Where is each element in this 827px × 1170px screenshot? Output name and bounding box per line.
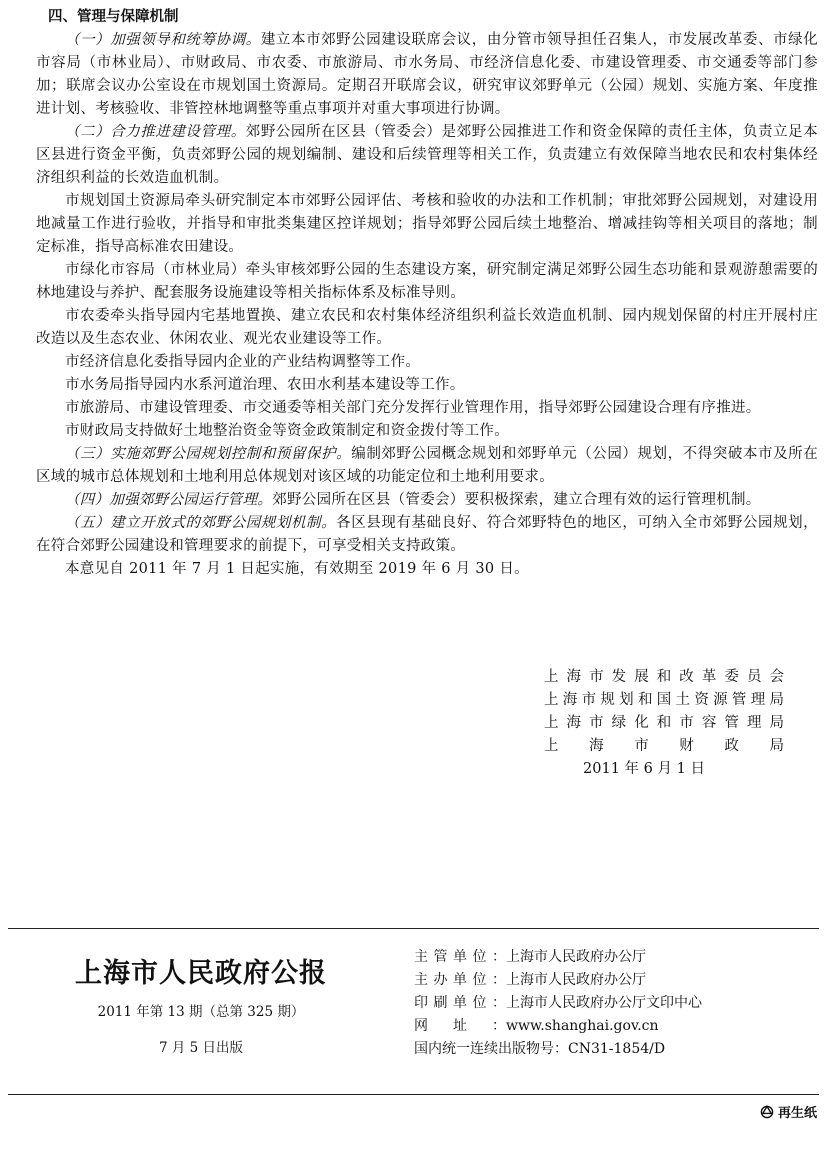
paragraph (36, 305, 818, 351)
info-value: 上海市人民政府办公厅 (506, 949, 646, 965)
signatory: 上海市发展和改革委员会 (544, 669, 784, 685)
paragraph-lead: （二）合力推进建设管理。 (65, 124, 246, 140)
signature-block (544, 666, 784, 781)
info-value: 上海市人民政府办公厅 (506, 972, 646, 988)
paragraph (36, 489, 818, 512)
paragraph-text: 各区县现有基础良好、符合郊野特色的地区，可纳入全市郊野公园规划，在符合郊野公园建设和管理要求的前提下，可享受相关支持政策。 (36, 515, 818, 554)
info-value: 上海市人民政府办公厅文印中心 (506, 995, 702, 1011)
recycled-paper-label: 再生纸 (777, 1106, 817, 1121)
info-label: 印刷单位： (414, 995, 506, 1011)
paragraph-text: 市经济信息化委指导园内企业的产业结构调整等工作。 (65, 354, 421, 370)
recycle-icon (760, 1105, 774, 1119)
paragraph-lead: （三）实施郊野公园规划控制和预留保护。 (65, 446, 352, 462)
masthead (36, 952, 366, 1060)
paragraph (36, 121, 818, 190)
info-row (414, 1038, 814, 1061)
signatory: 上海市规划和国土资源管理局 (544, 692, 784, 708)
paragraph-text: 市规划国土资源局牵头研究制定本市郊野公园评估、考核和验收的办法和工作机制；审批郊野公园规划，对建设用地减量工作进行验收，并指导和审批类集建区控详规划；指导郊野公园后续土地整治、增减挂钩等相关项目的落地；制定标准，指导高标准农田建设。 (36, 193, 818, 255)
sign-date: 2011 年 6 月 1 日 (583, 761, 705, 777)
paragraph-lead: （四）加强郊野公园运行管理。 (65, 492, 273, 508)
paragraph-text: 建立本市郊野公园建设联席会议，由分管市领导担任召集人，市发展改革委、市绿化市容局（市林业局）、市财政局、市农委、市旅游局、市水务局、市经济信息化委、市建设管理委、市交通委等部门参加；联席会议办公室设在市规划国土资源局。定期召开联席会议，研究审议郊野单元（公园）规划、实施方案、年度推进计划、考核验收、非管控林地调整等重点事项并对重大事项进行协调。 (36, 32, 818, 117)
paragraph (36, 512, 818, 558)
paragraph (36, 558, 818, 581)
info-label: 网址： (414, 1018, 506, 1034)
info-row (414, 946, 814, 969)
paragraph-text: 郊野公园所在区县（管委会）要积极探索，建立合理有效的运行管理机制。 (272, 492, 761, 508)
paragraph-text: 市旅游局、市建设管理委、市交通委等相关部门充分发挥行业管理作用，指导郊野公园建设合理有序推进。 (65, 400, 761, 416)
paragraph (36, 397, 818, 420)
paragraph-text: 本意见自 2011 年 7 月 1 日起实施，有效期至 2019 年 6 月 30 日。 (65, 561, 529, 577)
info-value: CN31-1854/D (568, 1041, 666, 1057)
paragraph (36, 351, 818, 374)
document-body (36, 6, 818, 581)
paragraph-text: 市财政局支持做好土地整治资金等资金政策制定和资金拨付等工作。 (65, 423, 509, 439)
info-label: 主办单位： (414, 972, 506, 988)
paragraph-text: 市绿化市容局（市林业局）牵头审核郊野公园的生态建设方案，研究制定满足郊野公园生态功能和景观游憩需要的林地建设与养护、配套服务设施建设等相关指标体系及标准导则。 (36, 262, 818, 301)
issue-number: 2011 年第 13 期（总第 325 期） (97, 1004, 305, 1020)
paragraph (36, 420, 818, 443)
section-heading: 四、管理与保障机制 (48, 9, 179, 25)
signatory: 上海市财政局 (544, 738, 784, 754)
paragraph (36, 374, 818, 397)
paragraph (36, 259, 818, 305)
paragraph-text: 市农委牵头指导园内宅基地置换、建立农民和农村集体经济组织利益长效造血机制、园内规划保留的村庄开展村庄改造以及生态农业、休闲农业、观光农业建设等工作。 (36, 308, 818, 347)
info-row (414, 1015, 814, 1038)
info-value: www.shanghai.gov.cn (506, 1018, 659, 1034)
paragraph-text: 市水务局指导园内水系河道治理、农田水利基本建设等工作。 (65, 377, 465, 393)
divider (8, 1094, 819, 1095)
paragraph-text: 郊野公园所在区县（管委会）是郊野公园推进工作和资金保障的责任主体，负责立足本区县进行资金平衡，负责郊野公园的规划编制、建设和后续管理等相关工作，负责建立有效保障当地农民和农村集体经济组织利益的长效造血机制。 (36, 124, 818, 186)
info-row (414, 992, 814, 1015)
publish-date: 7 月 5 日出版 (158, 1040, 244, 1056)
paragraph (36, 29, 818, 121)
signatory: 上海市绿化和市容管理局 (544, 715, 784, 731)
paragraph-lead: （五）建立开放式的郊野公园规划机制。 (65, 515, 337, 531)
masthead-title: 上海市人民政府公报 (75, 958, 327, 989)
recycled-paper-mark (760, 1102, 817, 1121)
publication-info (414, 946, 814, 1061)
info-label: 国内统一连续出版物号： (414, 1041, 568, 1057)
paragraph (36, 443, 818, 489)
paragraph (36, 190, 818, 259)
info-label: 主管单位： (414, 949, 506, 965)
divider (8, 928, 819, 929)
paragraph-text: 编制郊野公园概念规划和郊野单元（公园）规划，不得突破本市及所在区域的城市总体规划和土地利用总体规划对该区域的功能定位和土地利用要求。 (36, 446, 819, 485)
paragraph-lead: （一）加强领导和统筹协调。 (65, 32, 261, 48)
info-row (414, 969, 814, 992)
